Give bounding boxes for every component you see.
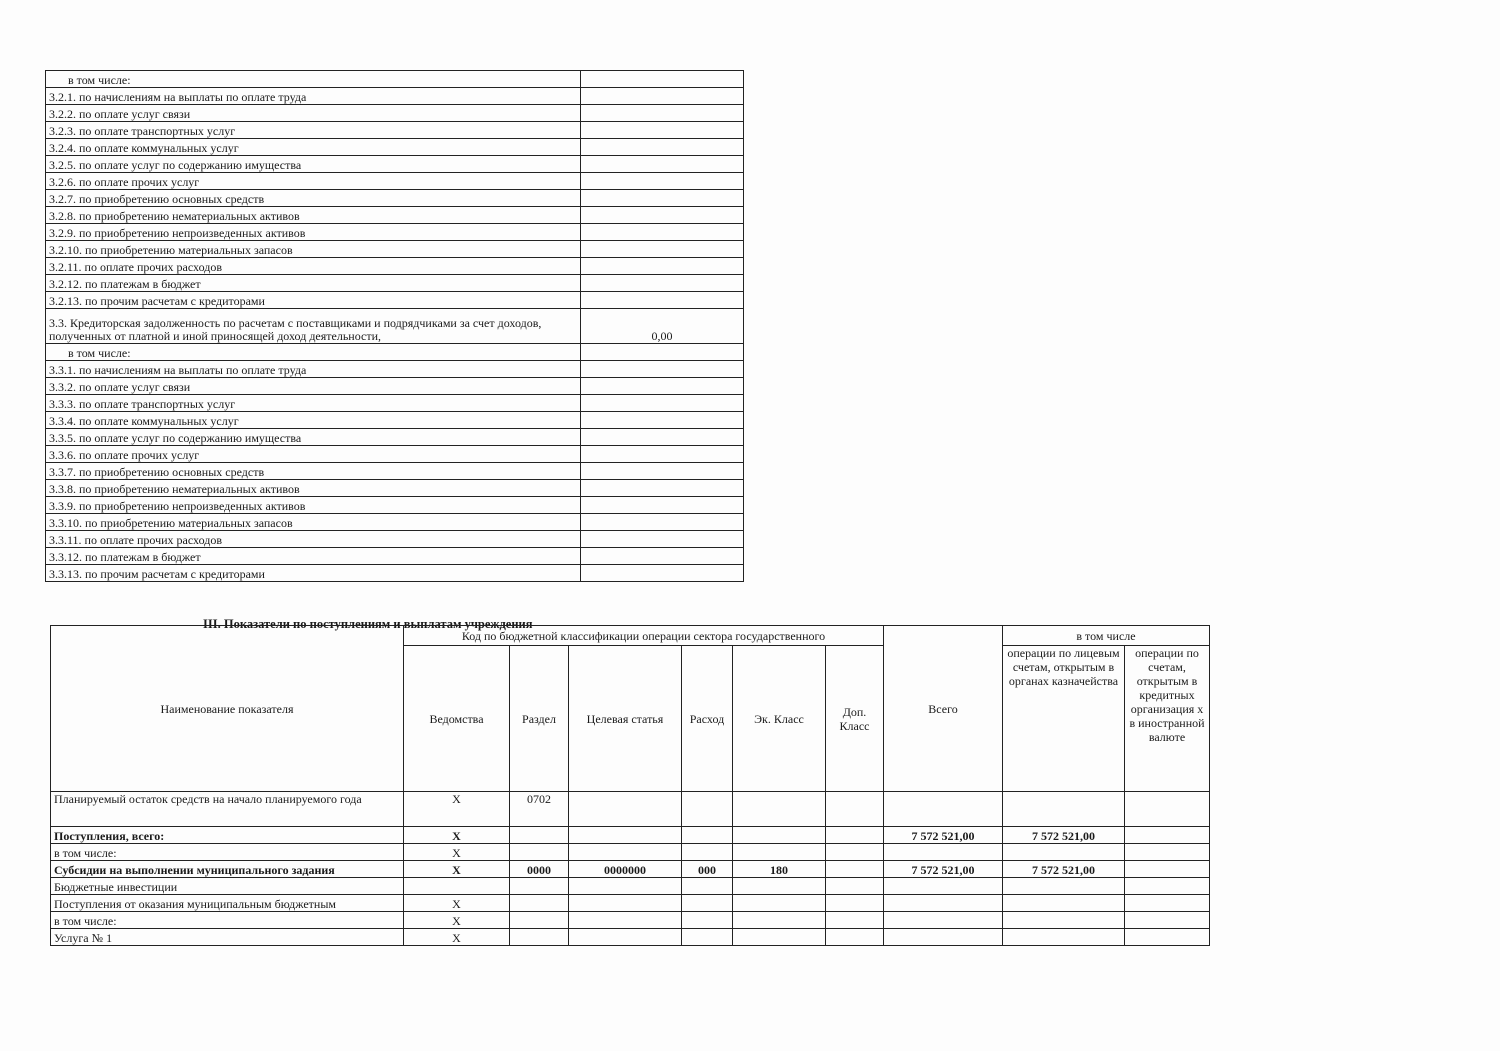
row-label: в том числе:: [46, 71, 581, 88]
row-label: 3.3.7. по приобретению основных средств: [46, 463, 581, 480]
vedomstvo-cell: X: [404, 844, 510, 861]
row-value: [581, 156, 744, 173]
table-row: [51, 878, 1210, 895]
credit-org-ops-cell: [1125, 912, 1210, 929]
row-value: [581, 173, 744, 190]
total-cell: [884, 792, 1003, 827]
total-cell: [884, 929, 1003, 946]
row-label: 3.3.3. по оплате транспортных услуг: [46, 395, 581, 412]
table-row: [46, 480, 744, 497]
table-row: [46, 497, 744, 514]
table-row: [46, 173, 744, 190]
razdel-cell: 0000: [510, 861, 569, 878]
ek-klass-cell: [733, 912, 826, 929]
ek-klass-cell: [733, 844, 826, 861]
row-value: [581, 292, 744, 309]
table-row: [46, 241, 744, 258]
header-dop-klass: Доп. Класс: [826, 646, 884, 792]
row-value: [581, 275, 744, 292]
header-including: в том числе: [1003, 626, 1210, 646]
dop-klass-cell: [826, 827, 884, 844]
table-row: [51, 929, 1210, 946]
ek-klass-cell: [733, 895, 826, 912]
rashod-cell: [682, 929, 733, 946]
razdel-cell: [510, 929, 569, 946]
vedomstvo-cell: X: [404, 912, 510, 929]
row-value: [581, 531, 744, 548]
dop-klass-cell: [826, 929, 884, 946]
dop-klass-cell: [826, 912, 884, 929]
row-label: 3.2.13. по прочим расчетам с кредиторами: [46, 292, 581, 309]
row-value: [581, 207, 744, 224]
dop-klass-cell: [826, 861, 884, 878]
indicator-name: в том числе:: [51, 844, 404, 861]
table-row: [51, 827, 1210, 844]
row-value: [581, 446, 744, 463]
razdel-cell: 0702: [510, 792, 569, 827]
treasury-ops-cell: 7 572 521,00: [1003, 827, 1125, 844]
table-row: [51, 861, 1210, 878]
dop-klass-cell: [826, 878, 884, 895]
table-row: [46, 224, 744, 241]
header-treasury-ops: операции по лицевым счетам, открытым в органах казначейства: [1003, 646, 1125, 792]
credit-org-ops-cell: [1125, 929, 1210, 946]
row-label: 3.2.12. по платежам в бюджет: [46, 275, 581, 292]
table-row: [46, 395, 744, 412]
table-row: [46, 275, 744, 292]
indicator-name: Услуга № 1: [51, 929, 404, 946]
celevaya-cell: [569, 827, 682, 844]
rashod-cell: [682, 792, 733, 827]
row-value: [581, 241, 744, 258]
row-label: 3.2.5. по оплате услуг по содержанию имущества: [46, 156, 581, 173]
vedomstvo-cell: X: [404, 929, 510, 946]
table-row: [46, 565, 744, 582]
celevaya-cell: [569, 792, 682, 827]
total-cell: [884, 895, 1003, 912]
table-row: [46, 429, 744, 446]
header-razdel: Раздел: [510, 646, 569, 792]
treasury-ops-cell: [1003, 895, 1125, 912]
row-value: [581, 71, 744, 88]
header-total: Всего: [884, 626, 1003, 792]
celevaya-cell: [569, 895, 682, 912]
ek-klass-cell: [733, 929, 826, 946]
creditor-debt-table: [45, 70, 744, 582]
row-value: [581, 463, 744, 480]
razdel-cell: [510, 844, 569, 861]
table-row: [51, 792, 1210, 827]
table-row: [46, 548, 744, 565]
credit-org-ops-cell: [1125, 895, 1210, 912]
vedomstvo-cell: X: [404, 895, 510, 912]
row-value: [581, 122, 744, 139]
row-value: [581, 565, 744, 582]
total-cell: 7 572 521,00: [884, 827, 1003, 844]
credit-org-ops-cell: [1125, 844, 1210, 861]
ek-klass-cell: [733, 827, 826, 844]
razdel-cell: [510, 895, 569, 912]
row-label: 3.3. Кредиторская задолженность по расчетам с поставщиками и подрядчиками за счет доходов, полученных от платной и иной приносящей доход деятельности,: [46, 309, 581, 344]
celevaya-cell: 0000000: [569, 861, 682, 878]
indicator-name: Поступления от оказания муниципальным бюджетным: [51, 895, 404, 912]
table-row: [46, 122, 744, 139]
row-label: 3.3.11. по оплате прочих расходов: [46, 531, 581, 548]
table-row: [46, 378, 744, 395]
receipts-payments-table: [50, 625, 1210, 946]
table-row: [46, 88, 744, 105]
total-cell: [884, 878, 1003, 895]
header-credit-org-ops: операции по счетам, открытым в кредитных организация х в иностранной валюте: [1125, 646, 1210, 792]
treasury-ops-cell: [1003, 929, 1125, 946]
table-row: [46, 71, 744, 88]
header-kbk-group: Код по бюджетной классификации операции сектора государственного: [404, 626, 884, 646]
header-celevaya: Целевая статья: [569, 646, 682, 792]
razdel-cell: [510, 912, 569, 929]
table-row: [51, 912, 1210, 929]
row-label: 3.3.1. по начислениям на выплаты по оплате труда: [46, 361, 581, 378]
indicator-name: Поступления, всего:: [51, 827, 404, 844]
ek-klass-cell: [733, 878, 826, 895]
header-ek-klass: Эк. Класс: [733, 646, 826, 792]
credit-org-ops-cell: [1125, 861, 1210, 878]
total-cell: [884, 844, 1003, 861]
row-value: [581, 190, 744, 207]
table-row: [46, 361, 744, 378]
row-label: 3.2.8. по приобретению нематериальных активов: [46, 207, 581, 224]
rashod-cell: [682, 827, 733, 844]
table-row: [46, 292, 744, 309]
dop-klass-cell: [826, 792, 884, 827]
header-rashod: Расход: [682, 646, 733, 792]
table-row: [46, 190, 744, 207]
row-label: 3.2.2. по оплате услуг связи: [46, 105, 581, 122]
ek-klass-cell: [733, 792, 826, 827]
row-value: [581, 548, 744, 565]
indicator-name: Субсидии на выполнении муниципального задания: [51, 861, 404, 878]
row-label: 3.2.9. по приобретению непроизведенных активов: [46, 224, 581, 241]
row-label: 3.3.10. по приобретению материальных запасов: [46, 514, 581, 531]
dop-klass-cell: [826, 895, 884, 912]
celevaya-cell: [569, 929, 682, 946]
table-row: [46, 207, 744, 224]
row-value: [581, 88, 744, 105]
row-label: 3.3.13. по прочим расчетам с кредиторами: [46, 565, 581, 582]
table-row: [46, 412, 744, 429]
row-value: [581, 258, 744, 275]
row-label: 3.2.6. по оплате прочих услуг: [46, 173, 581, 190]
credit-org-ops-cell: [1125, 792, 1210, 827]
row-value: [581, 224, 744, 241]
table-row: [46, 309, 744, 344]
indicator-name: Бюджетные инвестиции: [51, 878, 404, 895]
rashod-cell: [682, 895, 733, 912]
indicator-name: Планируемый остаток средств на начало планируемого года: [51, 792, 404, 827]
vedomstvo-cell: [404, 878, 510, 895]
table-row: [46, 105, 744, 122]
row-value: [581, 344, 744, 361]
treasury-ops-cell: [1003, 792, 1125, 827]
dop-klass-cell: [826, 844, 884, 861]
row-label: 3.2.1. по начислениям на выплаты по оплате труда: [46, 88, 581, 105]
row-label: 3.2.4. по оплате коммунальных услуг: [46, 139, 581, 156]
table-row: [46, 463, 744, 480]
table-row: [46, 156, 744, 173]
row-label: 3.3.6. по оплате прочих услуг: [46, 446, 581, 463]
celevaya-cell: [569, 878, 682, 895]
ek-klass-cell: 180: [733, 861, 826, 878]
credit-org-ops-cell: [1125, 878, 1210, 895]
row-label: 3.3.12. по платежам в бюджет: [46, 548, 581, 565]
rashod-cell: [682, 878, 733, 895]
celevaya-cell: [569, 844, 682, 861]
row-value: [581, 514, 744, 531]
vedomstvo-cell: X: [404, 792, 510, 827]
celevaya-cell: [569, 912, 682, 929]
row-label: 3.2.10. по приобретению материальных запасов: [46, 241, 581, 258]
row-label: 3.3.2. по оплате услуг связи: [46, 378, 581, 395]
row-label: в том числе:: [46, 344, 581, 361]
table-row: [46, 531, 744, 548]
row-label: 3.2.7. по приобретению основных средств: [46, 190, 581, 207]
table-row: [46, 344, 744, 361]
row-label: 3.2.3. по оплате транспортных услуг: [46, 122, 581, 139]
row-label: 3.3.9. по приобретению непроизведенных активов: [46, 497, 581, 514]
row-value: [581, 480, 744, 497]
treasury-ops-cell: [1003, 844, 1125, 861]
row-value: [581, 412, 744, 429]
table-row: [46, 139, 744, 156]
razdel-cell: [510, 878, 569, 895]
indicator-name: в том числе:: [51, 912, 404, 929]
row-label: 3.3.4. по оплате коммунальных услуг: [46, 412, 581, 429]
razdel-cell: [510, 827, 569, 844]
row-value: [581, 378, 744, 395]
total-cell: 7 572 521,00: [884, 861, 1003, 878]
section-title: III. Показатели по поступлениям и выплатам учреждения: [203, 617, 533, 631]
credit-org-ops-cell: [1125, 827, 1210, 844]
header-vedomstvo: Ведомства: [404, 646, 510, 792]
row-value: [581, 395, 744, 412]
vedomstvo-cell: X: [404, 827, 510, 844]
table-row: [51, 844, 1210, 861]
row-value: [581, 361, 744, 378]
row-value: 0,00: [581, 309, 744, 344]
header-name: Наименование показателя: [51, 626, 404, 792]
row-label: 3.3.8. по приобретению нематериальных активов: [46, 480, 581, 497]
row-label: 3.2.11. по оплате прочих расходов: [46, 258, 581, 275]
row-value: [581, 497, 744, 514]
treasury-ops-cell: [1003, 878, 1125, 895]
total-cell: [884, 912, 1003, 929]
row-value: [581, 139, 744, 156]
table-row: [51, 895, 1210, 912]
row-label: 3.3.5. по оплате услуг по содержанию имущества: [46, 429, 581, 446]
row-value: [581, 105, 744, 122]
vedomstvo-cell: X: [404, 861, 510, 878]
treasury-ops-cell: [1003, 912, 1125, 929]
treasury-ops-cell: 7 572 521,00: [1003, 861, 1125, 878]
rashod-cell: 000: [682, 861, 733, 878]
table-row: [46, 446, 744, 463]
table-row: [46, 514, 744, 531]
rashod-cell: [682, 844, 733, 861]
row-value: [581, 429, 744, 446]
rashod-cell: [682, 912, 733, 929]
table-row: [46, 258, 744, 275]
